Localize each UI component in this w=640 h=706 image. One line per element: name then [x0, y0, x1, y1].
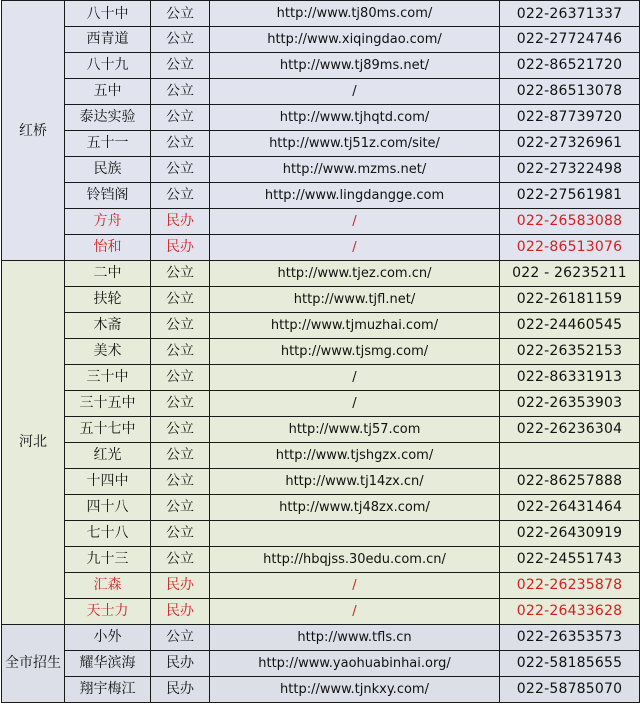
school-name-cell: 五十七中 — [65, 417, 151, 443]
school-type-cell: 公立 — [151, 131, 210, 157]
table-row — [2, 469, 640, 495]
school-url-cell: / — [210, 573, 500, 599]
school-phone-cell: 022-26431464 — [500, 495, 640, 521]
school-url-cell[interactable]: http://www.tfls.cn — [210, 625, 500, 651]
school-phone-cell: 022-27561981 — [500, 183, 640, 209]
table-row — [2, 495, 640, 521]
school-type-cell: 民办 — [151, 651, 210, 677]
table-row — [2, 27, 640, 53]
school-name-cell: 耀华滨海 — [65, 651, 151, 677]
school-phone-cell: 022-24551743 — [500, 547, 640, 573]
school-url-cell[interactable]: http://www.tj89ms.net/ — [210, 53, 500, 79]
school-phone-cell: 022-26235878 — [500, 573, 640, 599]
school-name-cell: 十四中 — [65, 469, 151, 495]
school-name-cell: 铃铛阁 — [65, 183, 151, 209]
table-row — [2, 547, 640, 573]
school-type-cell: 民办 — [151, 573, 210, 599]
school-type-cell: 公立 — [151, 79, 210, 105]
school-url-cell: / — [210, 235, 500, 261]
school-name-cell: 八十九 — [65, 53, 151, 79]
school-type-cell: 公立 — [151, 547, 210, 573]
table-row — [2, 443, 640, 469]
district-cell: 全市招生 — [2, 625, 65, 703]
school-url-cell — [210, 521, 500, 547]
table-row — [2, 651, 640, 677]
school-phone-cell: 022-86513078 — [500, 79, 640, 105]
school-type-cell: 公立 — [151, 27, 210, 53]
school-phone-cell: 022-86513076 — [500, 235, 640, 261]
school-name-cell: 民族 — [65, 157, 151, 183]
school-type-cell: 公立 — [151, 495, 210, 521]
school-url-cell: / — [210, 79, 500, 105]
school-phone-cell: 022-58185655 — [500, 651, 640, 677]
school-phone-cell: 022-26353903 — [500, 391, 640, 417]
school-url-cell[interactable]: http://www.lingdangge.com — [210, 183, 500, 209]
table-row — [2, 391, 640, 417]
school-phone-cell: 022-24460545 — [500, 313, 640, 339]
school-url-cell[interactable]: http://www.tjhqtd.com/ — [210, 105, 500, 131]
school-type-cell: 公立 — [151, 157, 210, 183]
school-phone-cell: 022-26583088 — [500, 209, 640, 235]
school-name-cell: 方舟 — [65, 209, 151, 235]
school-phone-cell: 022 - 26235211 — [500, 261, 640, 287]
table-row — [2, 339, 640, 365]
table-row — [2, 105, 640, 131]
school-type-cell: 公立 — [151, 53, 210, 79]
school-name-cell: 怡和 — [65, 235, 151, 261]
school-phone-cell: 022-26236304 — [500, 417, 640, 443]
school-type-cell: 公立 — [151, 365, 210, 391]
school-url-cell[interactable]: http://www.xiqingdao.com/ — [210, 27, 500, 53]
table-row — [2, 183, 640, 209]
school-phone-cell: 022-27724746 — [500, 27, 640, 53]
school-type-cell: 公立 — [151, 469, 210, 495]
school-url-cell[interactable]: http://www.mzms.net/ — [210, 157, 500, 183]
school-name-cell: 泰达实验 — [65, 105, 151, 131]
school-url-cell[interactable]: http://www.tjmuzhai.com/ — [210, 313, 500, 339]
school-name-cell: 八十中 — [65, 1, 151, 27]
table-row — [2, 599, 640, 625]
school-type-cell: 公立 — [151, 287, 210, 313]
school-name-cell: 美术 — [65, 339, 151, 365]
school-name-cell: 三十中 — [65, 365, 151, 391]
table-row — [2, 417, 640, 443]
table-body — [2, 1, 640, 703]
school-type-cell: 民办 — [151, 235, 210, 261]
table-row — [2, 677, 640, 703]
school-phone-cell: 022-86257888 — [500, 469, 640, 495]
school-name-cell: 四十八 — [65, 495, 151, 521]
school-name-cell: 二中 — [65, 261, 151, 287]
table-row — [2, 53, 640, 79]
school-phone-cell: 022-26371337 — [500, 1, 640, 27]
school-url-cell[interactable]: http://www.tjez.com.cn/ — [210, 261, 500, 287]
school-phone-cell — [500, 443, 640, 469]
school-type-cell: 公立 — [151, 261, 210, 287]
school-phone-cell: 022-86331913 — [500, 365, 640, 391]
school-phone-cell: 022-26353573 — [500, 625, 640, 651]
table-row — [2, 1, 640, 27]
district-cell: 河北 — [2, 261, 65, 625]
table-row — [2, 235, 640, 261]
school-name-cell: 五十一 — [65, 131, 151, 157]
school-url-cell[interactable]: http://www.tjnkxy.com/ — [210, 677, 500, 703]
school-url-cell: / — [210, 599, 500, 625]
school-url-cell: / — [210, 391, 500, 417]
school-url-cell[interactable]: http://www.tj80ms.com/ — [210, 1, 500, 27]
school-type-cell: 公立 — [151, 443, 210, 469]
school-name-cell: 西青道 — [65, 27, 151, 53]
table-row — [2, 521, 640, 547]
school-url-cell[interactable]: http://www.tj48zx.com/ — [210, 495, 500, 521]
school-name-cell: 九十三 — [65, 547, 151, 573]
table-row — [2, 157, 640, 183]
school-type-cell: 公立 — [151, 313, 210, 339]
school-url-cell[interactable]: http://hbqjss.30edu.com.cn/ — [210, 547, 500, 573]
school-name-cell: 木斋 — [65, 313, 151, 339]
school-type-cell: 民办 — [151, 209, 210, 235]
school-url-cell[interactable]: http://www.tj57.com — [210, 417, 500, 443]
school-type-cell: 民办 — [151, 677, 210, 703]
school-phone-cell: 022-27322498 — [500, 157, 640, 183]
school-name-cell: 翔宇梅江 — [65, 677, 151, 703]
school-url-cell[interactable]: http://www.yaohuabinhai.org/ — [210, 651, 500, 677]
school-url-cell: / — [210, 365, 500, 391]
school-url-cell[interactable]: http://www.tjsmg.com/ — [210, 339, 500, 365]
school-phone-cell: 022-27326961 — [500, 131, 640, 157]
school-type-cell: 公立 — [151, 105, 210, 131]
school-url-cell[interactable]: http://www.tjfl.net/ — [210, 287, 500, 313]
school-phone-cell: 022-58785070 — [500, 677, 640, 703]
school-type-cell: 公立 — [151, 1, 210, 27]
school-type-cell: 公立 — [151, 417, 210, 443]
table-row — [2, 365, 640, 391]
table-row — [2, 209, 640, 235]
school-phone-cell: 022-87739720 — [500, 105, 640, 131]
school-name-cell: 汇森 — [65, 573, 151, 599]
table-row — [2, 313, 640, 339]
district-cell: 红桥 — [2, 1, 65, 261]
school-phone-cell: 022-26352153 — [500, 339, 640, 365]
table-row — [2, 131, 640, 157]
school-type-cell: 公立 — [151, 183, 210, 209]
school-phone-cell: 022-26430919 — [500, 521, 640, 547]
table-row — [2, 573, 640, 599]
school-type-cell: 公立 — [151, 339, 210, 365]
school-name-cell: 扶轮 — [65, 287, 151, 313]
school-name-cell: 红光 — [65, 443, 151, 469]
table-row — [2, 79, 640, 105]
school-name-cell: 天士力 — [65, 599, 151, 625]
table-row — [2, 287, 640, 313]
table-row — [2, 625, 640, 651]
school-table — [1, 0, 640, 703]
school-url-cell[interactable]: http://www.tjshgzx.com/ — [210, 443, 500, 469]
school-name-cell: 小外 — [65, 625, 151, 651]
school-name-cell: 五中 — [65, 79, 151, 105]
school-url-cell[interactable]: http://www.tj14zx.cn/ — [210, 469, 500, 495]
school-url-cell: / — [210, 209, 500, 235]
school-type-cell: 公立 — [151, 625, 210, 651]
school-name-cell: 三十五中 — [65, 391, 151, 417]
table-row — [2, 261, 640, 287]
school-type-cell: 民办 — [151, 599, 210, 625]
school-phone-cell: 022-86521720 — [500, 53, 640, 79]
school-type-cell: 公立 — [151, 521, 210, 547]
school-phone-cell: 022-26433628 — [500, 599, 640, 625]
school-type-cell: 公立 — [151, 391, 210, 417]
school-name-cell: 七十八 — [65, 521, 151, 547]
school-phone-cell: 022-26181159 — [500, 287, 640, 313]
school-url-cell[interactable]: http://www.tj51z.com/site/ — [210, 131, 500, 157]
